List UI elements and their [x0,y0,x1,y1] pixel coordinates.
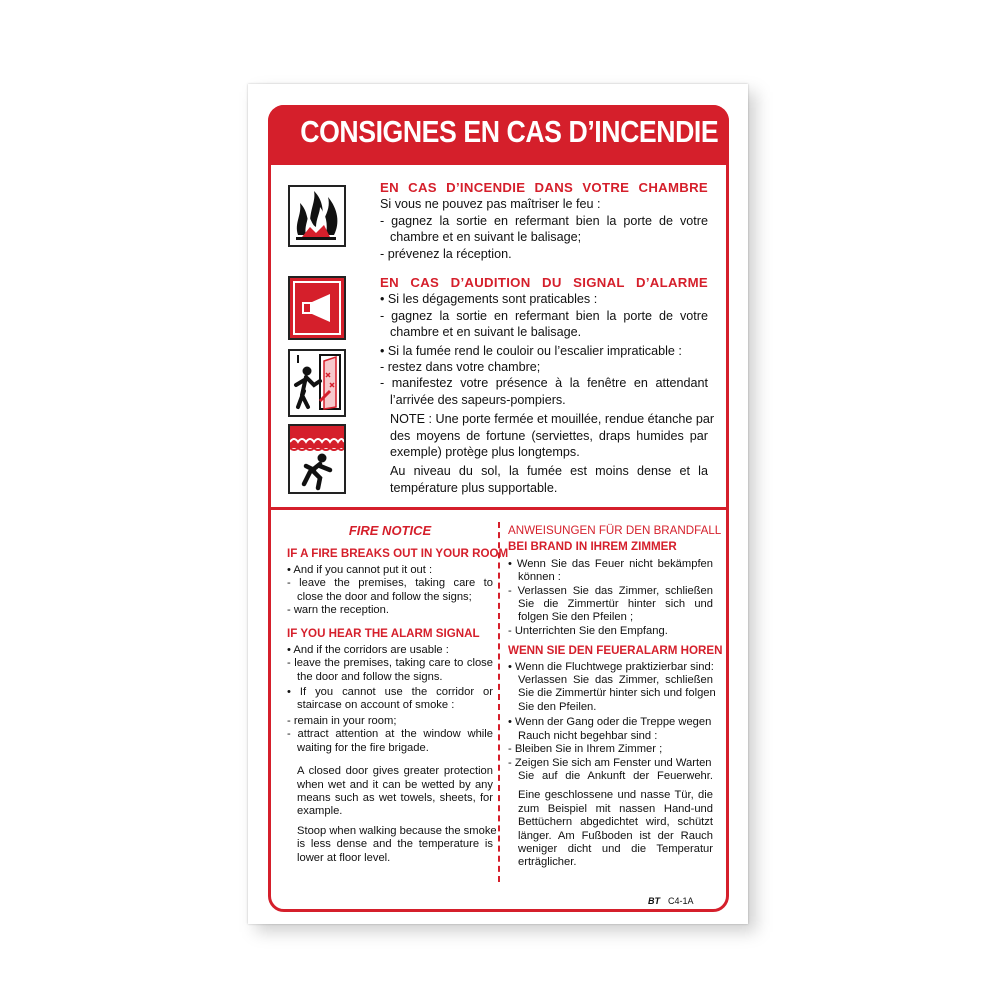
en-alarm-line: • And if the corridors are usable : [287,643,449,656]
fr-room-line: - prévenez la réception. [380,246,512,261]
person-crouching-smoke-icon [288,424,346,494]
de-room-line: - Unterrichten Sie den Empfang. [508,624,668,637]
en-room-line: - leave the premises, taking care to [287,577,493,590]
fr-alarm-line: • Si les dégagements sont praticables : [380,292,598,307]
fr-note-line: des moyens de fortune (serviettes, draps humides par [390,428,708,443]
person-at-door-icon [288,349,346,417]
fr-note-line: NOTE : Une porte fermée et mouillée, rendue étanche par [390,412,715,427]
de-note-line: Eine geschlossene und nasse Tür, die [518,789,713,802]
fr-heading-room: EN CAS D’INCENDIE DANS VOTRE CHAMBRE [380,180,708,195]
en-note2-line: lower at floor level. [297,851,391,864]
de-alarm-line: Verlassen Sie das Zimmer, schließen [518,674,713,687]
de-room-line: • Wenn Sie das Feuer nicht bekämpfen [508,557,713,570]
en-note2-line: is less dense and the temperature is [297,838,493,851]
de-note-line: Bettüchern abgedichtet wird, schützt [518,816,713,829]
de-note-line: weniger dicht und die Temperatur [518,842,713,855]
de-note-line: länger. Am Fußboden ist der Rauch [518,829,713,842]
de-heading-alarm: WENN SIE DEN FEUERALARM HOREN [508,644,723,658]
de-alarm-line: - Bleiben Sie in Ihrem Zimmer ; [508,743,663,756]
en-alarm-line: waiting for the fire brigade. [297,741,429,754]
en-room-line: • And if you cannot put it out : [287,563,433,576]
de-alarm-line: Sie die Zimmertür hinter sich und folgen [518,687,716,700]
en-heading-alarm: IF YOU HEAR THE ALARM SIGNAL [287,627,480,641]
en-heading-room: IF A FIRE BREAKS OUT IN YOUR ROOM [287,547,509,561]
fr-section-room [380,180,708,262]
fr-alarm-line: - restez dans votre chambre; [380,360,541,375]
de-alarm-line: • Wenn die Fluchtwege praktizierbar sind: [508,660,714,673]
de-alarm-line: Rauch nicht begehbar sind : [518,729,658,742]
sign-title: CONSIGNES EN CAS D’INCENDIE [300,114,719,149]
en-room-line: - warn the reception. [287,604,389,617]
fr-heading-alarm: EN CAS D’AUDITION DU SIGNAL D’ALARME [380,275,708,290]
product-code [648,896,694,906]
de-alarm-line: - Zeigen Sie sich am Fenster und Warten [508,756,712,769]
fr-room-line: chambre et en suivant le balisage; [390,230,582,245]
de-room-line: folgen Sie den Pfeilen ; [518,611,634,624]
en-alarm-line: - remain in your room; [287,714,397,727]
fr-alarm-line: - manifestez votre présence à la fenêtre en attendant [380,376,708,391]
de-note-line: zum Beispiel mit nassen Hand-und [518,802,713,815]
german-column [508,524,723,870]
de-room-line: können : [518,571,561,584]
de-alarm-line: • Wenn der Gang oder die Treppe wegen [508,716,712,729]
en-alarm-line: - leave the premises, taking care to close [287,657,493,670]
en-alarm-line: the door and follow the signs. [297,670,443,683]
english-column [287,523,509,865]
fr-room-line: Si vous ne pouvez pas maîtriser le feu : [380,197,601,212]
fr-note-line: Au niveau du sol, la fumée est moins dense et la [390,464,708,479]
fr-alarm-line: • Si la fumée rend le couloir ou l’escalier impraticable : [380,343,682,358]
en-note-line: means such as wet towels, sheets, for [297,791,493,804]
en-note2-line: Stoop when walking because the smoke [297,824,497,837]
de-heading-room: BEI BRAND IN IHREM ZIMMER [508,540,677,554]
de-alarm-line: Sie den Pfeilen. [518,700,597,713]
fr-note-line: exemple) protège plus longtemps. [390,445,580,460]
alarm-horn-icon [288,276,346,340]
en-alarm-line: • If you cannot use the corridor or [287,686,493,699]
de-room-line: - Verlassen Sie das Zimmer, schließen [508,584,713,597]
en-note-line: A closed door gives greater protection [297,765,493,778]
fr-alarm-line: - gagnez la sortie en refermant bien la porte de votre [380,308,708,323]
column-divider [498,522,501,882]
english-title: FIRE NOTICE [348,523,432,538]
fr-alarm-line: chambre et en suivant le balisage. [390,325,582,340]
fr-alarm-line: l’arrivée des sapeurs-pompiers. [390,392,566,407]
brand-mark: BT [648,896,660,906]
code-text: C4-1A [668,896,694,906]
fr-note-line: température plus supportable. [390,480,558,495]
en-note-line: example. [297,805,343,818]
en-alarm-line: - attract attention at the window while [287,728,493,741]
de-note-line: erträglicher. [518,856,577,869]
en-room-line: close the door and follow the signs; [297,590,472,603]
de-room-line: Sie die Zimmertür hinter sich und [518,598,713,611]
fr-room-line: - gagnez la sortie en refermant bien la porte de votre [380,213,708,228]
en-note-line: when wet and it can be wetted by any [297,778,493,791]
en-alarm-line: staircase on account of smoke : [297,699,455,712]
section-divider [271,507,726,510]
german-title: ANWEISUNGEN FÜR DEN BRANDFALL [508,524,722,537]
fire-icon [288,185,346,247]
fr-section-alarm [380,275,715,496]
de-alarm-line: Sie auf die Ankunft der Feuerwehr. [518,769,713,782]
